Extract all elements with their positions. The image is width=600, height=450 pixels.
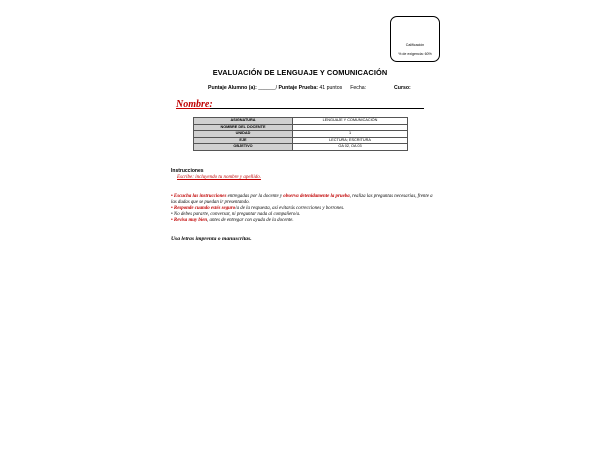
grade-box-requirement: % de exigencia: 60% [398,52,432,56]
table-key: OBJETIVO [194,144,293,151]
list-item: • Revisa muy bien, antes de entregar con ayuda de la docente. [171,218,294,224]
table-row [194,144,408,151]
table-value: 1 [293,131,408,138]
page-title: EVALUACIÓN DE LENGUAJE Y COMUNICACIÓN [212,68,388,77]
instructions-heading: Instrucciones [171,168,204,174]
table-key: ASIGNATURA [194,118,293,125]
grade-box [390,16,440,62]
table-row [194,131,408,138]
prueba-score-value: 41 puntos [317,85,343,91]
instructions-list [171,194,437,224]
table-value: LECTURA; ESCRITURA [293,137,408,144]
alumno-score-blank[interactable]: ______/ [256,85,278,91]
list-item: • No debes pararte, conversar, ni preguntar nada al compañero/a. [171,212,301,218]
table-row [194,137,408,144]
alumno-score-label: Puntaje Alumno (a): [208,85,257,91]
list-item: • Responde cuando estés seguro/a de la respuesta, así evitarás correcciones y borrones. [171,206,345,212]
grade-box-label: Calificación [405,43,425,47]
table-row [194,118,408,125]
fecha-label: Fecha: [350,85,367,91]
prueba-score-label: Puntaje Prueba: [277,85,318,91]
table-value: LENGUAJE Y COMUNICACIÓN [293,118,408,125]
curso-label: Curso: [394,85,411,91]
final-instruction: Usa letras imprenta o manuscritas. [171,236,252,242]
instructions-subheading: Escribe: incluyendo tu nombre y apellido. [177,175,261,180]
table-key: EJE [194,137,293,144]
table-row [194,124,408,131]
info-table [193,117,408,151]
nombre-input-line[interactable] [210,108,424,109]
list-item: • Escucha las instrucciones entregadas por la docente y observa detenidamente la prueba, realiza las preguntas necesarias, frente a las dudas que se puedan ir presentando. [171,194,433,206]
score-line [208,85,411,91]
table-key: NOMBRE DEL DOCENTE [194,124,293,131]
table-value [293,124,408,131]
table-key: UNIDAD [194,131,293,138]
nombre-label: Nombre: [176,99,213,110]
table-value: OA 02, OA 03 [293,144,408,151]
